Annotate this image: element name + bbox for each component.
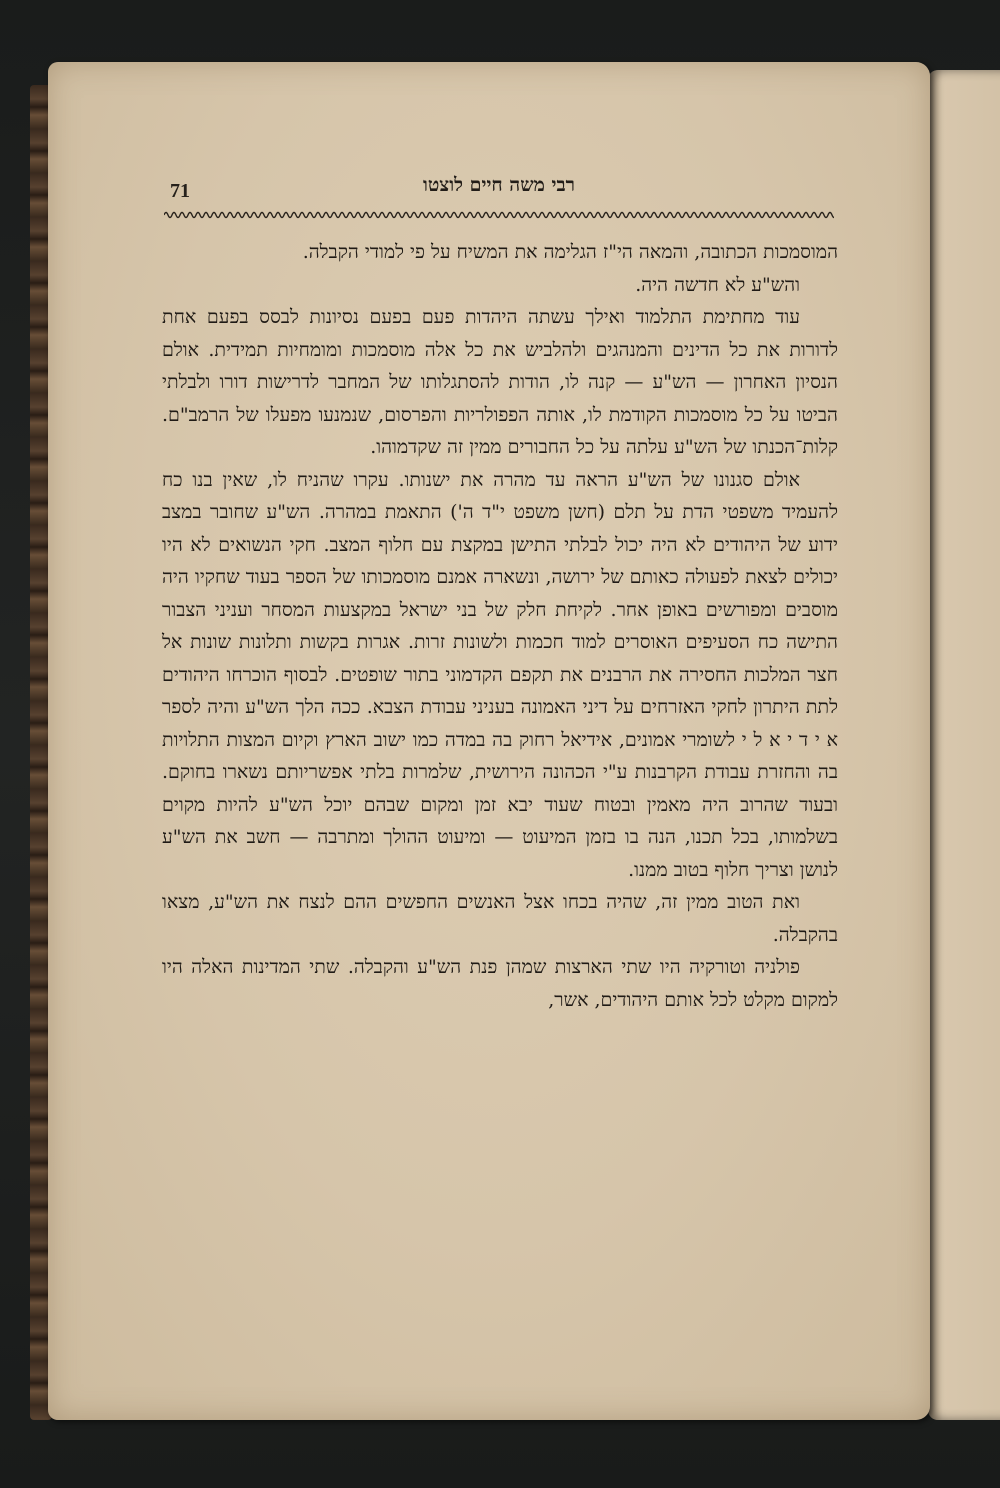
paragraph-1: המוסמכות הכתובה, והמאה הי"ז הגלימה את המשיח על פי למודי הקבלה.	[302, 241, 838, 263]
paragraph-5: ואת הטוב ממין זה, שהיה בכחו אצל האנשים החפשים ההם לנצח את הש"ע, מצאו בהקבלה.	[162, 891, 838, 946]
body-text	[162, 236, 838, 1016]
page-number: 71	[170, 180, 190, 202]
paragraph-6: פולניה וטורקיה היו שתי הארצות שמהן פנת הש"ע והקבלה. שתי המדינות האלה היו למקום מקלט לכל אותם היהודים, אשר,	[162, 956, 838, 1011]
facing-page-edge	[928, 70, 1000, 1420]
paragraph-2: והש"ע לא חדשה היה.	[635, 273, 800, 296]
page-header	[164, 172, 834, 202]
paragraph-4: אולם סגנונו של הש"ע הראה עד מהרה את ישנותו. עקרו שהניח לו, שאין בנו כח להעמיד משפטי הדת על תלם (חשן משפט י"ד ה') התאמת במהרה. הש"ע שחובר במצב ידוע של היהודים לא היה יכול לבלתי התישן במקצת עם חלוף המצב. חקי הנשואים לא היו יכולים לצאת לפעולה כאותם של ירושה, ונשארה אמנם מוסמכותו של הספר בעוד שחקיו היה מוסבים ומפורשים באופן אחר. לקיחת חלק של בני ישראל במקצעות המסחר ועניני הצבור התישה כח הסעיפים האוסרים למוד חכמות ולשונות זרות. אגרות בקשות ותלונות שונות אל חצר המלכות החסירה את הרבנים את תקפם הקדמוני בתור שופטים. לבסוף הוכרחו היהודים לתת היתרון לחקי האזרחים על דיני האמונה בעניני עבודת הצבא. ככה הלך הש"ע והיה לספר א י ד י א ל י לשומרי אמונים, אידיאל רחוק בה במדה כמו ישוב הארץ וקיום המצות התלויות בה והחזרת עבודת הקרבנות ע"י הכהונה הירושית, שלמרות בלתי אפשריותם נשארו בחוקם. ובעוד שהרוב היה מאמין ובטוח שעוד יבא זמן ומקום שבהם יוכל הש"ע להיות מקוים בשלמותו, בכל תכנו, הנה בו בזמן המיעוט — ומיעוט ההולך ומתרבה — חשב את הש"ע לנושן וצריך חלוף בטוב ממנו.	[162, 468, 838, 881]
running-title: רבי משה חיים לוצטו	[422, 174, 576, 196]
paragraph-3: עוד מחתימת התלמוד ואילך עשתה היהדות פעם בפעם נסיונות לבסס בפעם אחת לדורות את כל הדינים והמנהגים ולהלביש את כל אלה מוסמכות ומומחיות תמידית. אולם הנסיון האחרון — הש"ע — קנה לו, הודות להסתגלותו של המחבר לדרישות דורו ולבלתי הביטו על כל מוסמכות הקודמת לו, אותה הפפולריות והפרסום, שנמנעו מפעלו של הרמב"ם. קלות־הכנתו של הש"ע עלתה על כל החבורים ממין זה שקדמוהו.	[162, 306, 838, 458]
wavy-rule	[164, 208, 834, 222]
